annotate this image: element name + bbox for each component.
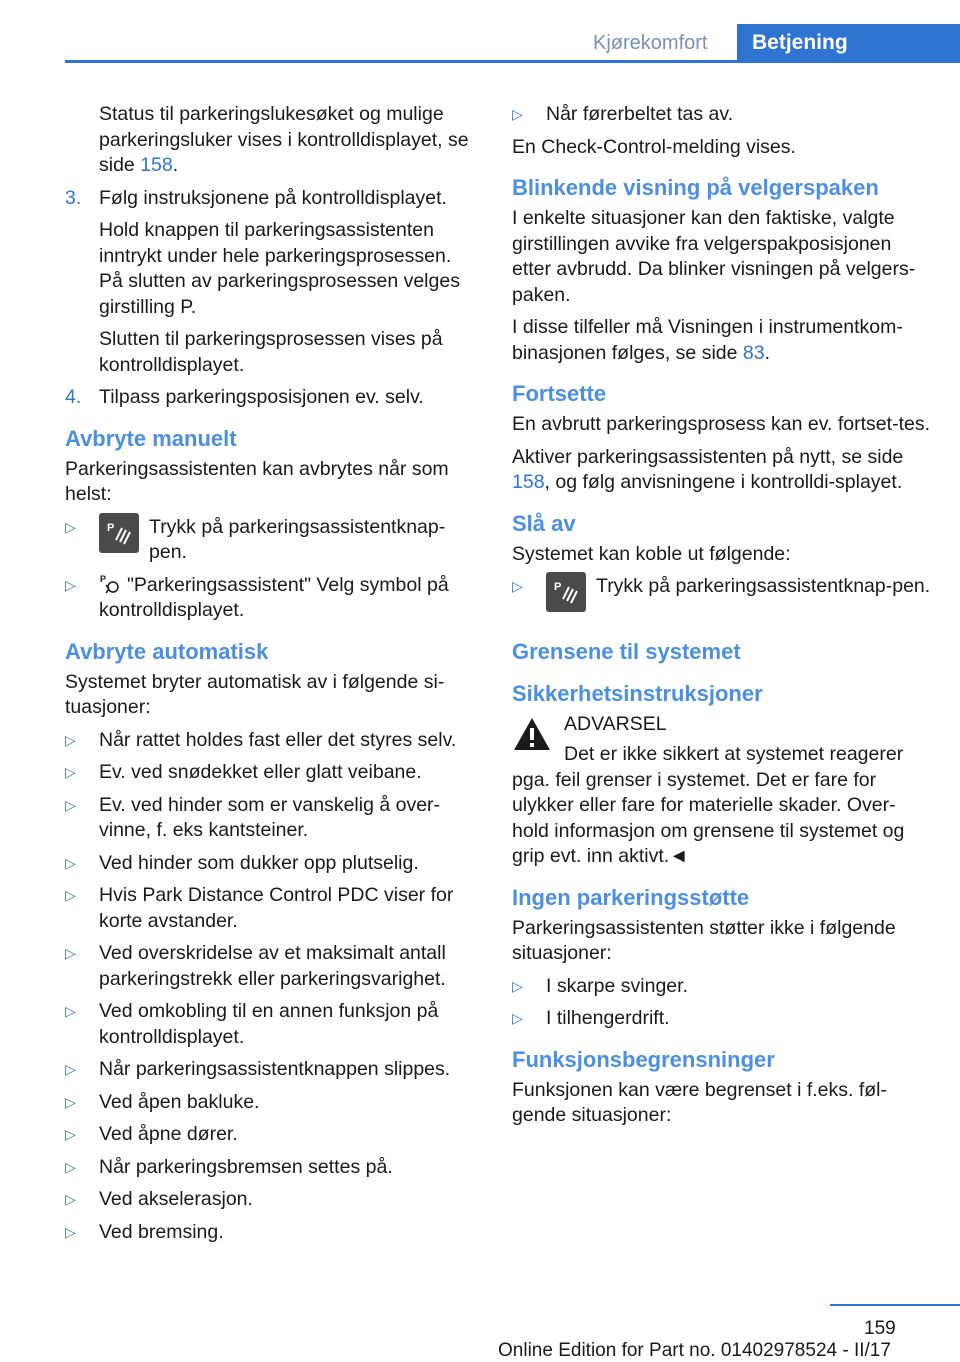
list-item-text: "Parkeringsassistent" Velg symbol på kontrolldisplayet.	[99, 573, 449, 621]
parking-assist-button-icon	[546, 572, 586, 612]
list-item-text: I tilhengerdrift.	[546, 1007, 670, 1029]
bullet-triangle-icon: ▷	[65, 1191, 76, 1207]
footer-rule	[830, 1304, 960, 1306]
bullet-triangle-icon: ▷	[65, 796, 76, 813]
svg-text:P: P	[107, 521, 115, 534]
intro-paragraph	[65, 102, 480, 179]
header-rule	[65, 60, 960, 63]
heading-no-support: Ingen parkeringsstøtte	[512, 884, 750, 910]
right-column	[512, 102, 932, 1136]
list-item	[65, 728, 480, 754]
manual-text: Parkeringsassistenten kan avbrytes når som helst:	[65, 457, 449, 505]
warning-title: ADVARSEL	[564, 713, 667, 735]
list-item	[512, 1006, 932, 1032]
list-item	[65, 760, 480, 786]
list-item	[65, 1057, 480, 1083]
heading-system-limits: Grensene til systemet	[512, 639, 741, 664]
heading-function-limits: Funksjonsbegrensninger	[512, 1046, 775, 1072]
blink-end: .	[764, 341, 771, 364]
list-item	[65, 1220, 480, 1246]
page-link-158[interactable]: 158	[140, 154, 173, 176]
step-3-paragraph-2: Hold knappen til parkeringsassistenten inntrykt under hele parkeringsprosessen. På slutten av parkeringsprosessen velges girstilling P.	[99, 219, 460, 318]
heading-safety: Sikkerhetsinstruksjoner	[512, 681, 763, 706]
bullet-triangle-icon: ▷	[65, 1093, 76, 1110]
bullet-triangle-icon: ▷	[65, 1223, 76, 1240]
blink-paragraph-1: I enkelte situasjoner kan den faktiske, valgte girstillingen avvike fra velgerspakposisjonen etter avbrudd. Da blinker visningen på velgers‐paken.	[512, 207, 916, 306]
list-item	[512, 574, 932, 624]
bullet-triangle-icon: ▷	[512, 1010, 523, 1026]
list-item-text: Når førerbeltet tas av.	[546, 103, 734, 125]
bullet-triangle-icon: ▷	[65, 576, 76, 593]
list-item	[65, 515, 480, 566]
bullet-triangle-icon: ▷	[65, 945, 76, 961]
bullet-triangle-icon: ▷	[512, 977, 523, 994]
list-item	[65, 883, 480, 934]
warning-block	[512, 712, 932, 772]
switch-off-text: Systemet kan koble ut følgende:	[512, 542, 791, 565]
list-item-text: Ved åpne dører.	[99, 1123, 238, 1145]
step-4	[65, 385, 480, 411]
bullet-triangle-icon: ▷	[65, 518, 76, 535]
list-item	[65, 1090, 480, 1116]
list-item	[65, 1187, 480, 1213]
list-item-text: Ved akselerasjon.	[99, 1188, 253, 1210]
check-control-text: En Check-Control-melding vises.	[512, 135, 796, 158]
page-header	[0, 0, 960, 62]
bullet-triangle-icon: ▷	[65, 764, 76, 780]
edition-note: Online Edition for Part no. 01402978524 - II/17	[498, 1340, 891, 1361]
bullet-triangle-icon: ▷	[512, 106, 523, 122]
bullet-triangle-icon: ▷	[65, 854, 76, 871]
continue-paragraph-1: En avbrutt parkeringsprosess kan ev. fortset‐tes.	[512, 413, 930, 435]
step-number: 4.	[65, 386, 82, 408]
bullet-triangle-icon: ▷	[65, 1126, 76, 1142]
list-item-text: Ved omkobling til en annen funksjon på kontrolldisplayet.	[99, 1000, 439, 1048]
list-item-text: Ved overskridelse av et maksimalt antall parkeringstrekk eller parkeringsvarighet.	[99, 942, 446, 990]
continue-text-end: , og følg anvisningene i kontrolldi‐splayet.	[544, 471, 903, 493]
parking-symbol-icon	[99, 573, 121, 595]
heading-continue: Fortsette	[512, 381, 607, 406]
left-column	[65, 102, 480, 1252]
chapter-tab: Betjening	[737, 24, 960, 62]
step-text: Følg instruksjonene på kontrolldisplayet.	[99, 186, 447, 209]
list-item	[65, 573, 480, 624]
warning-text: Det er ikke sikkert at systemet reagerer pga. feil grenser i systemet. Det er fare for ulykker eller fare for materielle skader. Over‐hold informasjon om grensene til systemet og grip evt. inn aktivt.◄	[512, 743, 905, 867]
page-number: 159	[864, 1318, 896, 1339]
blink-paragraph-2	[512, 315, 932, 366]
warning-triangle-icon	[512, 716, 552, 752]
list-item-text: Trykk på parkeringsassistentknap‐pen.	[149, 515, 446, 563]
continue-text: Aktiver parkeringsassistenten på nytt, se side	[512, 445, 904, 468]
svg-text:P: P	[554, 581, 562, 593]
intro-end: .	[172, 154, 179, 176]
blink-text: I disse tilfeller må Visningen i instrumentkom‐binasjonen følges, se side	[512, 316, 903, 364]
heading-switch-off: Slå av	[512, 510, 576, 536]
svg-text:P: P	[100, 573, 107, 584]
list-item-text: I skarpe svinger.	[546, 974, 688, 997]
section-title: Kjørekomfort	[593, 32, 708, 54]
list-item-text: Ved bremsing.	[99, 1220, 224, 1243]
list-item	[65, 1122, 480, 1148]
list-item-text: Ev. ved snødekket eller glatt veibane.	[99, 761, 422, 783]
bullet-triangle-icon: ▷	[65, 887, 76, 903]
list-item-text: Når rattet holdes fast eller det styres selv.	[99, 728, 457, 751]
step-3	[65, 186, 480, 212]
bullet-triangle-icon: ▷	[512, 578, 523, 594]
list-item-text: Ved åpen bakluke.	[99, 1090, 260, 1113]
list-item	[65, 1155, 480, 1181]
function-limits-text: Funksjonen kan være begrenset i f.eks. føl‐gende situasjoner:	[512, 1078, 888, 1126]
heading-cancel-auto: Avbryte automatisk	[65, 638, 269, 664]
list-item-text: Ev. ved hinder som er vanskelig å over‐vinne, f. eks kantsteiner.	[99, 793, 441, 841]
heading-blinking: Blinkende visning på velgerspaken	[512, 175, 879, 200]
list-item	[65, 999, 480, 1050]
list-item-text: Når parkeringsbremsen settes på.	[99, 1155, 393, 1178]
bullet-triangle-icon: ▷	[65, 1003, 76, 1019]
no-support-text: Parkeringsassistenten støtter ikke i følgende situasjoner:	[512, 916, 896, 964]
step-3-paragraph-3: Slutten til parkeringsprosessen vises på kontrolldisplayet.	[99, 328, 443, 376]
list-item-text: Hvis Park Distance Control PDC viser for korte avstander.	[99, 884, 454, 932]
list-item	[512, 102, 932, 128]
auto-text: Systemet bryter automatisk av i følgende si‐tuasjoner:	[65, 670, 445, 718]
step-number: 3.	[65, 186, 82, 209]
bullet-triangle-icon: ▷	[65, 1158, 76, 1175]
list-item	[65, 851, 480, 877]
list-item-text: Når parkeringsassistentknappen slippes.	[99, 1058, 451, 1080]
heading-cancel-manual: Avbryte manuelt	[65, 425, 237, 451]
page-link-158[interactable]: 158	[512, 471, 545, 493]
list-item-text: Ved hinder som dukker opp plutselig.	[99, 851, 419, 874]
list-item	[65, 793, 480, 844]
page-link-83[interactable]: 83	[742, 341, 765, 364]
parking-assist-button-icon	[99, 513, 139, 553]
list-item-text: Trykk på parkeringsassistentknap‐pen.	[596, 575, 931, 597]
continue-paragraph-2	[512, 445, 932, 496]
list-item	[65, 941, 480, 992]
intro-text: Status til parkeringslukesøket og mulige parkeringsluker vises i kontrolldisplayet, se side	[99, 103, 469, 176]
bullet-triangle-icon: ▷	[65, 731, 76, 748]
step-text: Tilpass parkeringsposisjonen ev. selv.	[99, 386, 424, 408]
bullet-triangle-icon: ▷	[65, 1061, 76, 1077]
list-item	[512, 974, 932, 1000]
